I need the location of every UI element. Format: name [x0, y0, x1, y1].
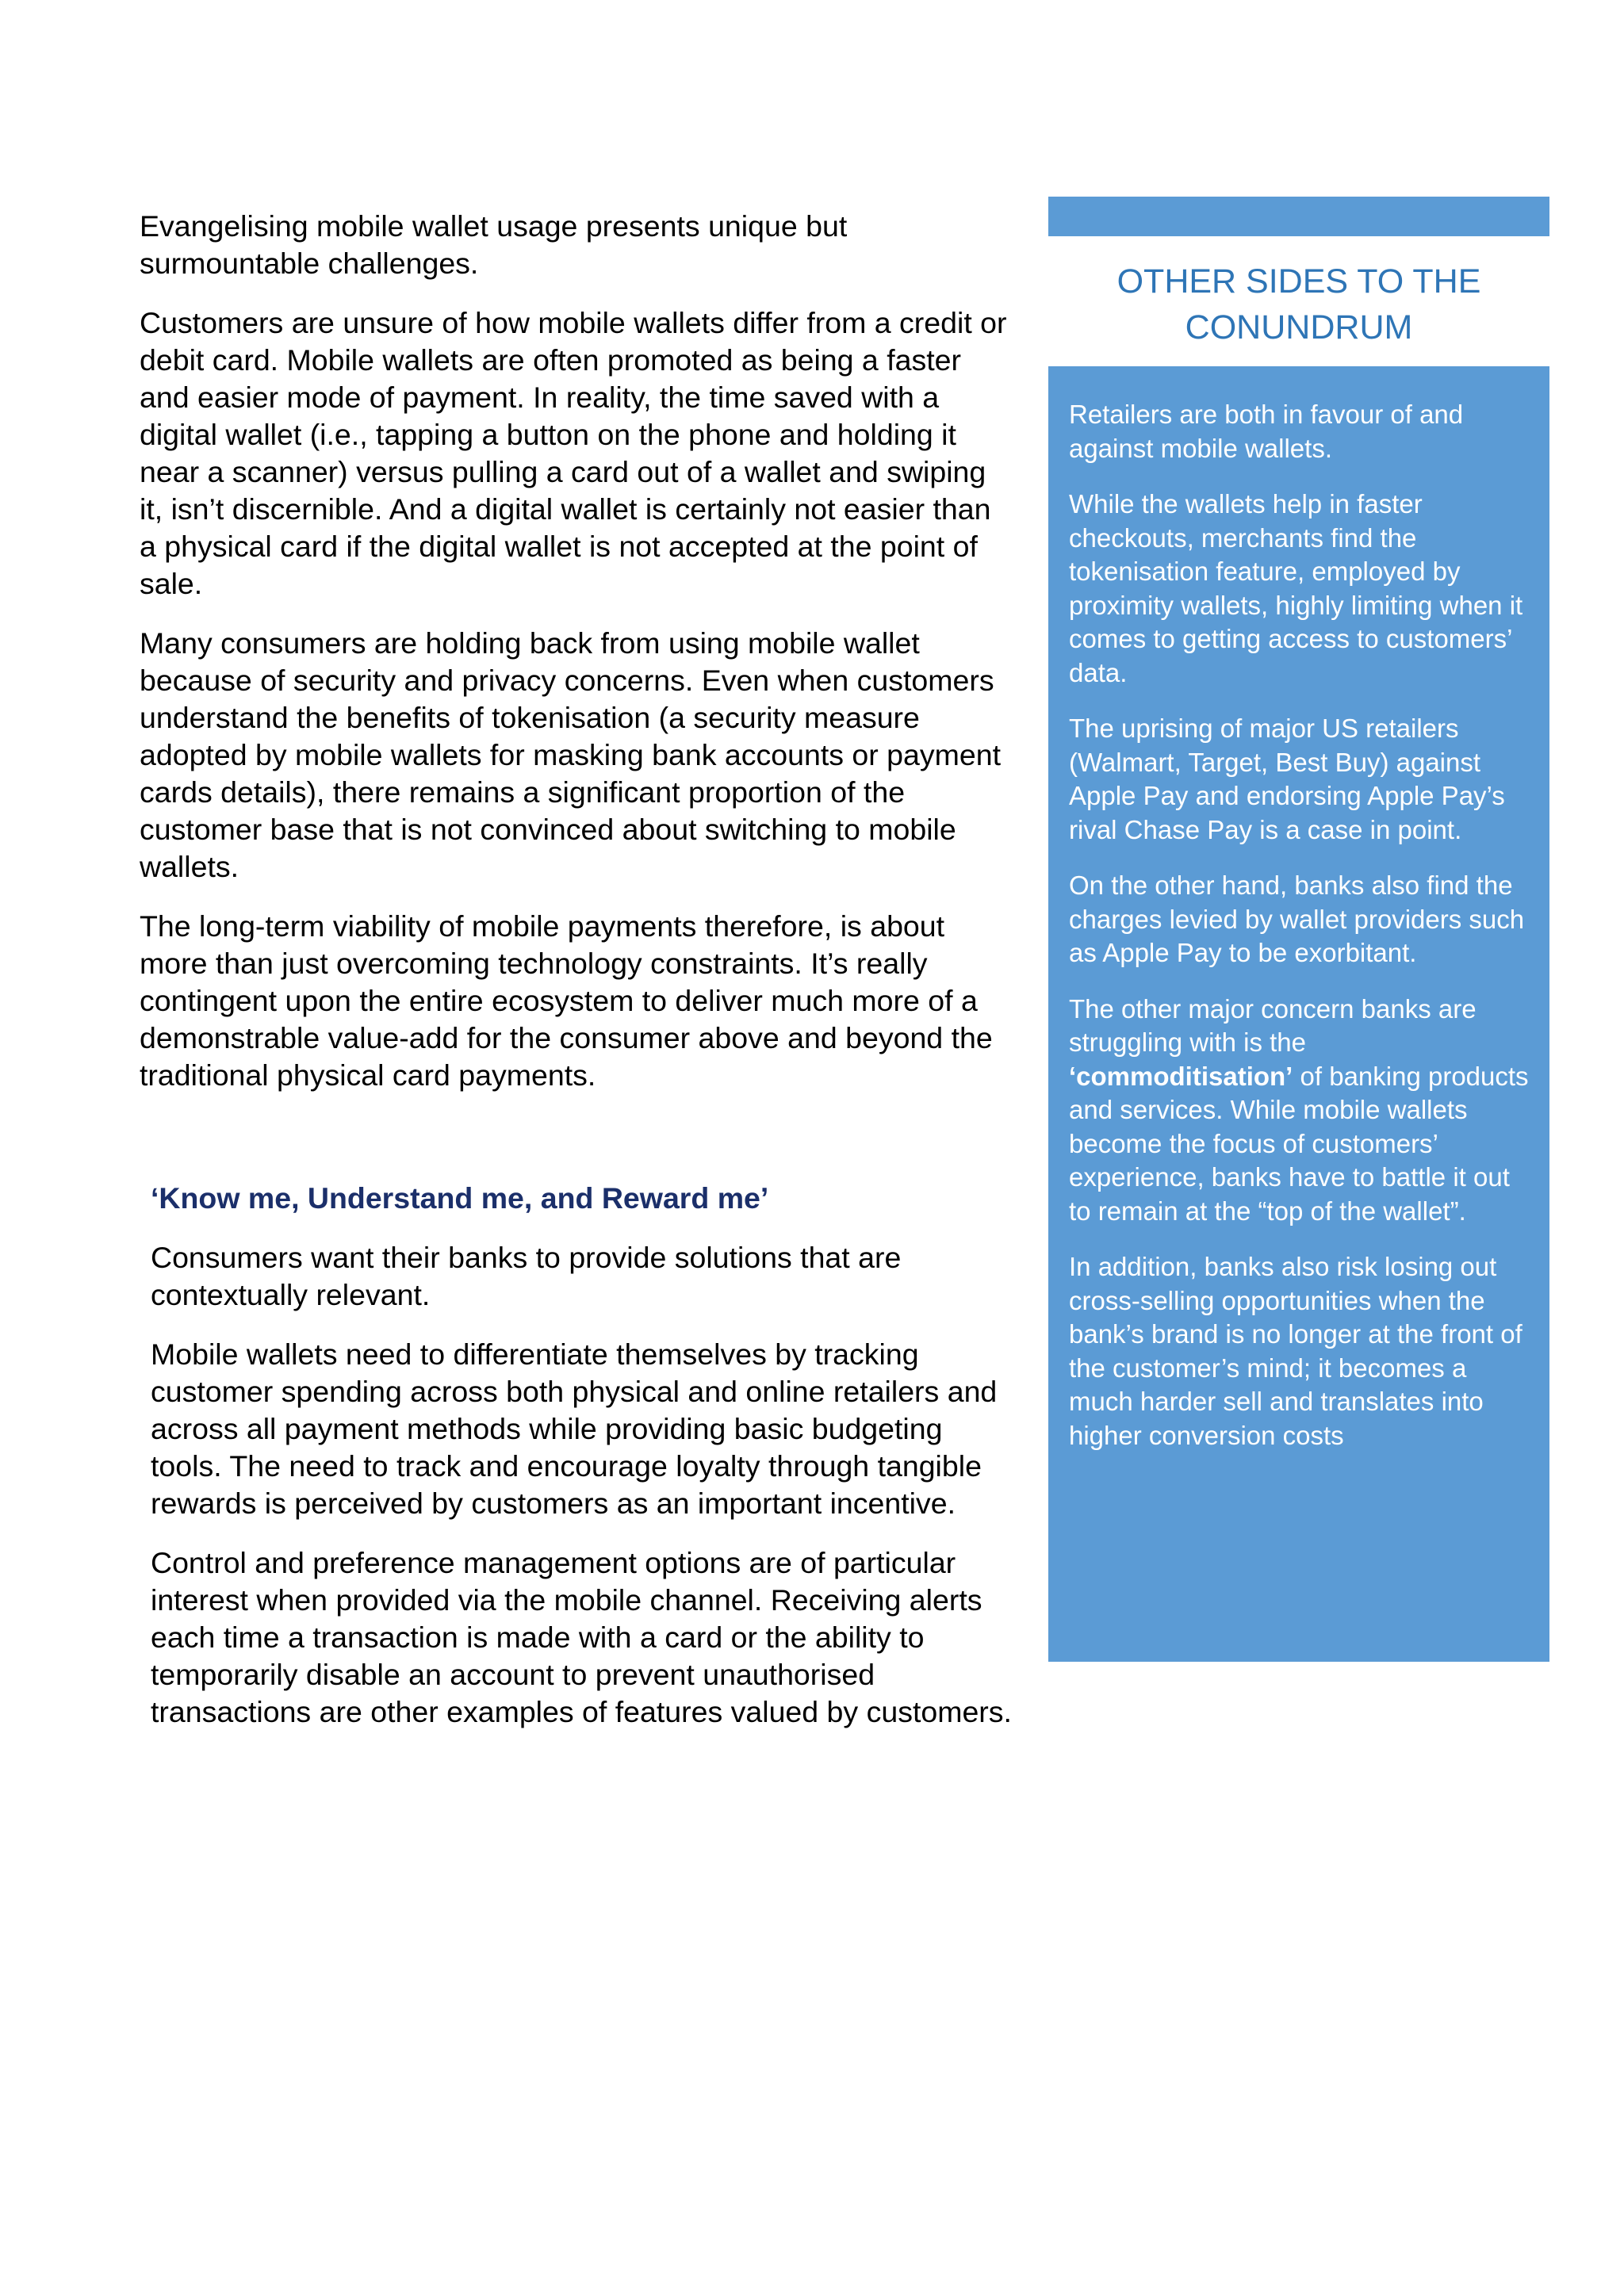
sidebar-paragraph: Retailers are both in favour of and against mobile wallets. — [1069, 400, 1464, 463]
sidebar-body — [1048, 366, 1549, 1662]
body-paragraph: Many consumers are holding back from using mobile wallet because of security and privacy concerns. Even when customers understand the benefits of tokenisation (a security measure adopted by mobile wallets for masking bank accounts or payment cards details), there remains a significant proportion of the customer base that is not convinced about switching to mobile wallets. — [140, 626, 1001, 883]
sidebar-paragraph: In addition, banks also risk losing out cross-selling opportunities when the bank’s brand is no longer at the front of the customer’s mind; it becomes a much harder sell and translates into higher conversion costs — [1069, 1252, 1522, 1450]
callout-heading: ‘Know me, Understand me, and Reward me’ — [151, 1181, 769, 1215]
callout-paragraph: Mobile wallets need to differentiate themselves by tracking customer spending across both physical and online retailers and across all payment methods while providing basic budgeting tools. The need to track and encourage loyalty through tangible rewards is perceived by customers as an important incentive. — [151, 1337, 998, 1520]
body-paragraph: Evangelising mobile wallet usage presents unique but surmountable challenges. — [140, 209, 848, 280]
sidebar-text: of banking products and services. While mobile wallets become the focus of customers’ experience, banks have to battle it out to remain at the “top of the wallet”. — [1069, 1061, 1529, 1226]
callout-paragraph: Consumers want their banks to provide solutions that are contextually relevant. — [151, 1241, 902, 1311]
sidebar-panel — [1048, 197, 1549, 1662]
main-column — [140, 208, 1012, 1116]
body-paragraph: The long-term viability of mobile payments therefore, is about more than just overcoming technology constraints. It’s really contingent upon the entire ecosystem to deliver much more of a demonstrable value-add for the consumer above and beyond the traditional physical card payments. — [140, 909, 993, 1092]
sidebar-paragraph — [1069, 993, 1529, 1229]
sidebar-title: OTHER SIDES TO THE CONUNDRUM — [1116, 262, 1481, 346]
sidebar-bold-term: ‘commoditisation’ — [1069, 1061, 1293, 1091]
body-paragraph: Customers are unsure of how mobile wallets differ from a credit or debit card. Mobile wallets are often promoted as being a faster and easier mode of payment. In reality, the time saved with a digital wallet (i.e., tapping a button on the phone and holding it near a scanner) versus pulling a card out of a wallet and swiping it, isn’t discernible. And a digital wallet is certainly not easier than a physical card if the digital wallet is not accepted at the point of sale. — [140, 306, 1007, 600]
sidebar-paragraph: While the wallets help in faster checkouts, merchants find the tokenisation feature, employed by proximity wallets, highly limiting when it comes to getting access to customers’ data. — [1069, 489, 1523, 687]
callout-section — [151, 1180, 1015, 1753]
sidebar-paragraph: The uprising of major US retailers (Walmart, Target, Best Buy) against Apple Pay and endorsing Apple Pay’s rival Chase Pay is a case in point. — [1069, 714, 1505, 844]
sidebar-paragraph: On the other hand, banks also find the charges levied by wallet providers such as Apple Pay to be exorbitant. — [1069, 871, 1525, 967]
sidebar-text: The other major concern banks are struggling with is the — [1069, 993, 1477, 1057]
callout-paragraph: Control and preference management options are of particular interest when provided via the mobile channel. Receiving alerts each time a transaction is made with a card or the ability to temporarily disable an account to prevent unauthorised transactions are other examples of features valued by customers. — [151, 1546, 1012, 1728]
sidebar-top-bar — [1048, 197, 1549, 236]
